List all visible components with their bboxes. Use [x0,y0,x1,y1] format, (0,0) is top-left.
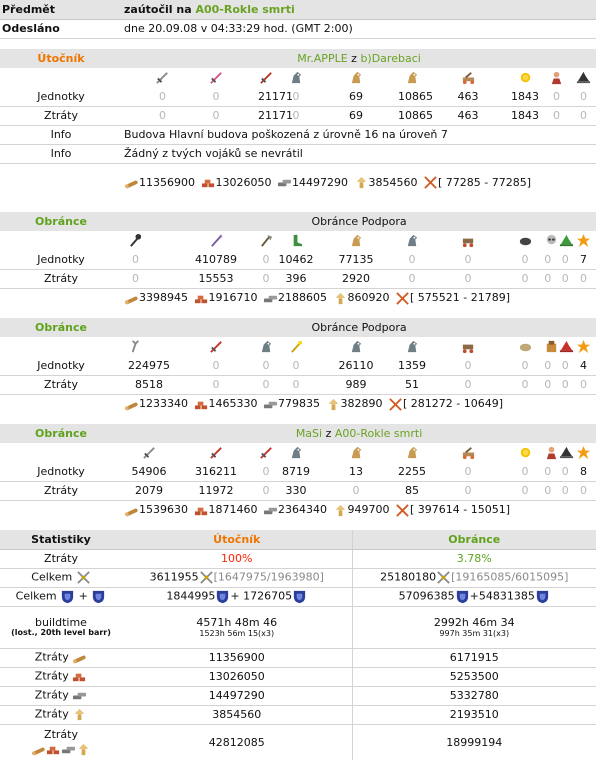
statistics-table [0,530,596,760]
star-icon [576,233,591,248]
sword-red-icon [209,445,224,460]
fork-icon [128,339,143,354]
iron-icon [72,688,87,703]
stats-buildtime-row: buildtime (lost., 20th level barr) 4571h 48m 46 1523h 56m 15(x3) 2992h 46m 34 997h 35m 31(x3) [0,606,596,648]
subject-label: Předmět [0,0,122,19]
sun-icon [518,445,533,460]
shield-icon [215,589,230,604]
wood-icon [124,291,139,306]
clay-icon [194,291,209,306]
defender2-unit-icons [0,337,596,356]
stats-total-row: Celkem 3611955 [1647975/1963980] 25180180 [19165085/6015095] [0,568,596,587]
wood-icon [124,175,139,190]
crossed-swords-icon [436,570,451,585]
rock-icon [518,233,533,248]
box-icon [544,339,559,354]
iron-icon [263,397,278,412]
defender3-village-link[interactable]: A00-Rokle smrti [334,426,423,440]
chief-icon [549,70,564,85]
attacker-unit-icons [0,68,596,87]
sent-value: dne 20.09.08 v 04:33:29 hod. (GMT 2:00) [122,19,596,38]
iron-icon [61,742,76,757]
subject-value: zaútočil na A00-Rokle smrti [122,0,596,19]
stats-header: Statistiky Útočník Obránce [0,530,596,549]
horse-icon [289,445,304,460]
rock-tan-icon [518,339,533,354]
crop-icon [326,397,341,412]
hat-icon [559,445,574,460]
crossed-swords-icon [76,570,91,585]
defender3-unit-icons [0,443,596,462]
wood-icon [31,742,46,757]
horse-tan-icon [405,445,420,460]
horse-tan-icon [349,233,364,248]
crop-icon [333,503,348,518]
horse-tan-icon [349,445,364,460]
horse-tan-icon [351,447,360,458]
horse-tan-icon [405,70,420,85]
stats-sum-row: Ztráty 42812085 18999194 [0,724,596,760]
defender1-header: Obránce Obránce Podpora [0,212,596,231]
stats-defense-row: Celkem + 1844995 + 1726705 57096385 +54831385 [0,587,596,606]
clay-icon [194,503,209,518]
sword-red-icon [209,339,224,354]
shield-icon [292,589,307,604]
attacker-name: Mr.APPLE z b)Darebaci [122,49,596,68]
horse-icon [405,339,420,354]
attacker-losses-row: Ztráty 0 0 21171 0 69 10865 463 1843 0 0 [0,106,596,125]
stats-loss-pct-row: Ztráty 100% 3.78% [0,549,596,568]
attacker-player-link[interactable]: Mr.APPLE [297,51,348,65]
shield-icon [91,589,106,604]
mace-icon [128,233,143,248]
boot-icon [289,233,304,248]
info-building: Budova Hlavní budova poškozená z úrovně 16 na úroveň 7 [122,125,596,144]
defender3-resources-row: 1539630 1871460 2364340 949700 [ 397614 - 15051] [0,500,596,519]
iron-icon [263,503,278,518]
horse-icon [349,339,364,354]
target-link[interactable]: A00-Rokle smrti [195,2,295,16]
sun-icon [518,70,533,85]
attacker-header [0,49,596,68]
horse-icon [405,233,420,248]
wood-icon [124,397,139,412]
bounty-icon [395,503,410,518]
skull-icon [544,233,559,248]
info-troops: Žádný z tvých vojáků se nevrátil [122,144,596,163]
iron-icon [263,291,278,306]
stats-wood-row: Ztráty 11356900 6171915 [0,648,596,667]
defender2-units-row: Jednotky 224975 0 0 0 26110 1359 0 0 0 0 4 [0,356,596,375]
bounty-icon [423,175,438,190]
sword-icon [155,70,170,85]
defender3-losses-row: Ztráty 2079 11972 0 330 0 85 0 0 0 0 0 [0,481,596,500]
attacker-village-link[interactable]: b)Darebaci [360,51,421,65]
catapult-icon [461,70,476,85]
clay-icon [194,397,209,412]
defender1-units-row: Jednotky 0 410789 0 10462 77135 0 0 0 0 0 7 [0,250,596,269]
horse-icon [259,339,274,354]
stats-iron-row: Ztráty 14497290 5332780 [0,686,596,705]
stats-crop-row: Ztráty 3854560 2193510 [0,705,596,724]
shield-icon [535,589,550,604]
shield-icon [455,589,470,604]
defender1-losses-row: Ztráty 0 15553 0 396 2920 0 0 0 0 0 0 [0,269,596,288]
defender2-resources-row: 1233340 1465330 779835 382890 [ 281272 - 10649] [0,394,596,413]
catapult-icon [461,445,476,460]
crossed-swords-icon [199,570,214,585]
subject-row [0,0,596,19]
defender3-header: Obránce MaSi z A00-Rokle smrti [0,424,596,443]
info-row: Info Žádný z tvých vojáků se nevrátil [0,144,596,163]
star-icon [576,339,591,354]
sent-label: Odesláno [0,19,122,38]
iron-icon [277,175,292,190]
sword-pink-icon [209,70,224,85]
ram-icon [461,233,476,248]
attacker-role: Útočník [0,49,122,68]
clay-icon [72,669,87,684]
bounty-icon [395,291,410,306]
defender3-units-row: Jednotky 54906 316211 0 8719 13 2255 0 0 0 0 8 [0,462,596,481]
stats-clay-row: Ztráty 13026050 5253500 [0,667,596,686]
wand-icon [289,339,304,354]
ram-icon [461,339,476,354]
attacker-units-row: Jednotky 0 0 21171 0 69 10865 463 1843 0 0 [0,87,596,106]
star-icon [576,445,591,460]
sword-red-icon [259,445,274,460]
attacker-resources-row: 11356900 13026050 14497290 3854560 [ 77285 - 77285] [0,163,596,201]
pike-icon [209,233,224,248]
info-row: Info Budova Hlavní budova poškozená z úrovně 16 na úroveň 7 [0,125,596,144]
bounty-icon [388,397,403,412]
defender1-unit-icons [0,231,596,250]
sword-icon [142,445,157,460]
defender1-resources-row: 3398945 1916710 2188605 860920 [ 575521 - 21789] [0,288,596,307]
horse-tan-icon [349,70,364,85]
hat-red-icon [559,339,574,354]
crop-icon [333,291,348,306]
sent-row [0,19,596,38]
defender2-header: Obránce Obránce Podpora [0,318,596,337]
axe-icon [259,233,274,248]
clay-icon [46,742,61,757]
hat-green-icon [559,233,574,248]
horse-icon [289,70,304,85]
crop-icon [72,707,87,722]
wood-icon [72,650,87,665]
hat-icon [576,70,591,85]
defender3-player-link[interactable]: MaSi [295,426,323,440]
clay-icon [201,175,216,190]
wood-icon [124,503,139,518]
sword-red-icon [259,70,274,85]
crop-icon [354,175,369,190]
crop-icon [76,742,91,757]
chief-icon [544,445,559,460]
shield-icon [60,589,75,604]
defender2-losses-row: Ztráty 8518 0 0 0 989 51 0 0 0 0 0 [0,375,596,394]
